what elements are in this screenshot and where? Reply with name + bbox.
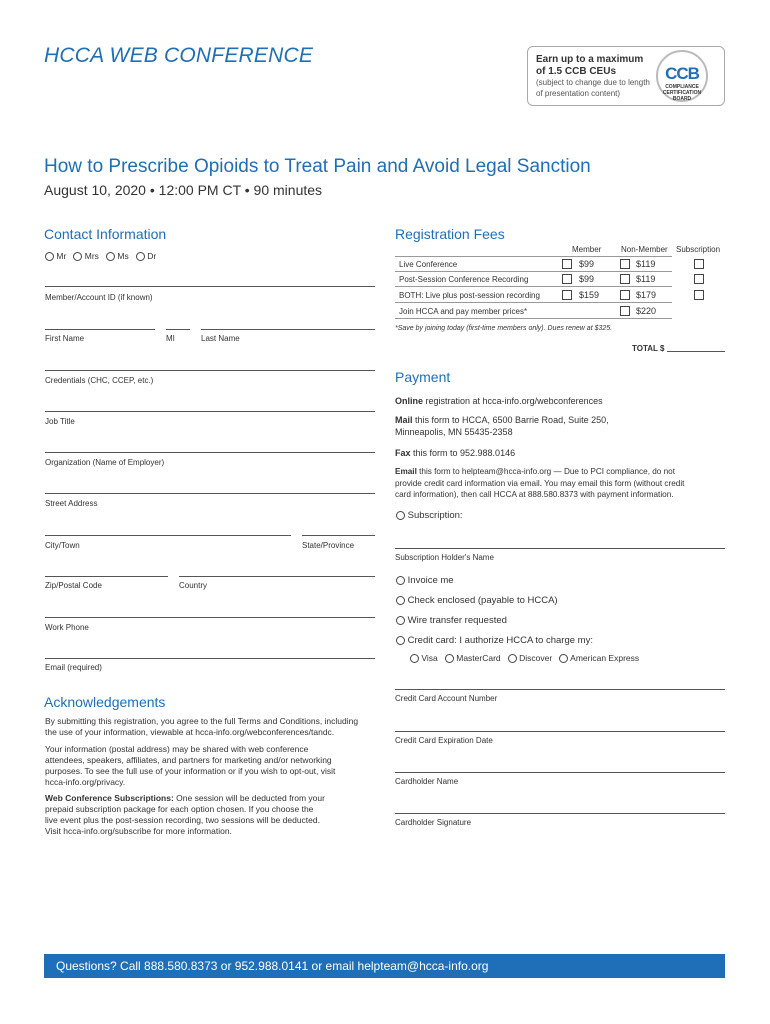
ack-subscription-line2: prepaid subscription package for each option chosen. If you choose the [45,804,314,814]
last-name-field[interactable] [201,329,375,330]
ack-terms-line1: By submitting this registration, you agree to the full Terms and Conditions, including [45,716,359,726]
fee-row-recording [395,272,672,287]
job-title-label: Job Title [45,417,75,426]
city-field[interactable] [45,535,291,536]
ack-heading: Acknowledgements [44,694,166,710]
payment-mail [395,414,609,438]
footer-text: Questions? Call 888.580.8373 or 952.988.0141 or email helpteam@hcca-info.org [56,959,489,973]
option-check[interactable] [396,595,558,606]
work-phone-field[interactable] [45,617,375,618]
email-field[interactable] [45,658,375,659]
footer-bar [44,954,725,978]
payment-fax-text: this form to 952.988.0146 [410,448,516,458]
option-subscription[interactable] [396,510,463,521]
option-invoice[interactable] [396,575,454,586]
ccb-text-line2: of 1.5 CCB CEUs [536,66,617,77]
payment-email-text3: card information), then call HCCA at 888.580.8373 with payment information. [395,490,674,499]
radio-amex[interactable] [559,654,568,663]
fee-row-both [395,288,672,303]
fee-row-label: Post-Session Conference Recording [399,275,529,284]
mi-label: MI [166,334,175,343]
street-field[interactable] [45,493,375,494]
checkbox-both-member[interactable] [562,290,572,300]
fee-row-label: BOTH: Live plus post-session recording [399,291,540,300]
option-check-label: Check enclosed (payable to HCCA) [407,595,558,606]
payment-mail-bold: Mail [395,415,413,425]
payment-mail-text2: Minneapolis, MN 55435-2358 [395,427,513,437]
radio-ms[interactable] [106,252,115,261]
price-join-nonmember: $220 [636,306,657,316]
payment-mail-text: this form to HCCA, 6500 Barrie Road, Suite 250, [412,415,609,425]
radio-dr[interactable] [136,252,145,261]
email-label: Email (required) [45,663,102,672]
checkbox-recording-nonmember[interactable] [620,274,630,284]
member-id-label: Member/Account ID (if known) [45,293,153,302]
radio-subscription[interactable] [396,511,405,520]
price-live-member: $99 [579,259,595,269]
checkbox-live-nonmember[interactable] [620,259,630,269]
event-title: How to Prescribe Opioids to Treat Pain and Avoid Legal Sanction [44,156,591,177]
cc-exp-label: Credit Card Expiration Date [395,736,493,745]
label-discover: Discover [519,653,553,663]
payment-heading: Payment [395,369,451,385]
organization-label: Organization (Name of Employer) [45,458,165,467]
checkbox-recording-subscription[interactable] [694,274,704,284]
ack-terms-line2: the use of your information, viewable at hcca-info.org/webconferences/tandc. [45,727,335,737]
state-field[interactable] [302,535,375,536]
contact-heading: Contact Information [44,226,167,242]
option-wire[interactable] [396,615,507,626]
radio-wire[interactable] [396,616,405,625]
signature-field[interactable] [395,813,725,814]
radio-visa[interactable] [410,654,419,663]
last-name-label: Last Name [201,334,240,343]
signature-label: Cardholder Signature [395,818,472,827]
country-field[interactable] [179,576,375,577]
job-title-field[interactable] [45,411,375,412]
ccb-text-line1: Earn up to a maximum [536,54,644,65]
zip-label: Zip/Postal Code [45,581,102,590]
state-label: State/Province [302,541,355,550]
col-nonmember-header: Non-Member [621,245,668,254]
fee-row-join [395,304,672,319]
total-label: TOTAL $ [632,344,665,353]
checkbox-recording-member[interactable] [562,274,572,284]
option-subscription-label: Subscription: [407,510,463,521]
form-header-title: HCCA WEB CONFERENCE [44,44,314,67]
street-label: Street Address [45,499,98,508]
ack-subscription-line4: Visit hcca-info.org/subscribe for more information. [45,826,232,836]
payment-fax-bold: Fax [395,448,411,458]
payment-email-text: this form to helpteam@hcca-info.org — Due to PCI compliance, do not [416,467,676,476]
ccb-text-line3: (subject to change due to length [536,78,650,87]
col-subscription-header: Subscription [676,245,721,254]
option-credit-label: Credit card: I authorize HCCA to charge my: [407,635,593,646]
label-amex: American Express [570,653,640,663]
option-wire-label: Wire transfer requested [407,615,507,626]
salutation-options [45,251,156,261]
fee-row-live [395,257,672,272]
option-invoice-label: Invoice me [407,575,454,586]
ack-privacy-line3: purposes. To see the full use of your information or if you wish to opt-out, visit [45,766,336,776]
ack-privacy-line4: hcca-info.org/privacy. [45,777,126,787]
cardholder-name-field[interactable] [395,772,725,773]
total-field[interactable] [667,351,725,352]
cc-number-field[interactable] [395,689,725,690]
ccb-logo-text: CCB [665,64,699,83]
payment-email [395,466,684,501]
price-recording-nonmember: $119 [636,274,656,284]
ack-privacy-text [45,744,335,788]
fee-row-label: Live Conference [399,260,458,269]
label-ms: Ms [117,251,129,261]
option-credit[interactable] [396,635,593,646]
payment-online [395,395,603,407]
first-name-field[interactable] [45,329,155,330]
payment-online-text: registration at hcca-info.org/webconferences [423,396,603,406]
zip-field[interactable] [45,576,168,577]
checkbox-live-subscription[interactable] [694,259,704,269]
credentials-field[interactable] [45,370,375,371]
radio-check[interactable] [396,596,405,605]
card-type-options [410,653,639,663]
ack-subscription-bold: Web Conference Subscriptions: [45,793,174,803]
ccb-logo-subtext: COMPLIANCE CERTIFICATION BOARD [662,84,702,102]
event-date: August 10, 2020 • 12:00 PM CT • 90 minutes [44,182,323,198]
radio-invoice[interactable] [396,576,405,585]
checkbox-join-nonmember[interactable] [620,306,630,316]
radio-mr[interactable] [45,252,54,261]
price-both-nonmember: $179 [636,290,657,300]
work-phone-label: Work Phone [45,623,89,632]
ccb-credit-box [527,46,725,106]
payment-online-bold: Online [395,396,424,406]
checkbox-both-nonmember[interactable] [620,290,630,300]
mi-field[interactable] [166,329,190,330]
member-id-field[interactable] [45,286,375,287]
country-label: Country [179,581,208,590]
ack-privacy-line1: Your information (postal address) may be shared with web conference [45,744,309,754]
checkbox-live-member[interactable] [562,259,572,269]
subscription-holder-field[interactable] [395,548,725,549]
col-member-header: Member [572,245,602,254]
radio-mrs[interactable] [73,252,82,261]
label-visa: Visa [421,653,438,663]
cardholder-name-label: Cardholder Name [395,777,459,786]
label-mr: Mr [56,251,67,261]
payment-fax [395,447,515,459]
label-mastercard: MasterCard [456,653,501,663]
radio-credit[interactable] [396,636,405,645]
ack-subscription-text [45,793,325,837]
radio-mastercard[interactable] [445,654,454,663]
checkbox-both-subscription[interactable] [694,290,704,300]
cc-exp-field[interactable] [395,731,725,732]
ccb-logo [656,50,708,102]
ack-privacy-line2: attendees, speakers, affiliates, and partners for marketing and/or networking [45,755,332,765]
ack-subscription-line1: One session will be deducted from your [173,793,325,803]
city-label: City/Town [45,541,80,550]
price-both-member: $159 [579,290,600,300]
organization-field[interactable] [45,452,375,453]
label-mrs: Mrs [84,251,99,261]
radio-discover[interactable] [508,654,517,663]
label-dr: Dr [147,251,157,261]
price-live-nonmember: $119 [636,259,656,269]
payment-email-text2: provide credit card information via email. You may email this form (without credit [395,478,685,488]
ack-terms-text [45,716,358,738]
fees-heading: Registration Fees [395,226,505,242]
cc-number-label: Credit Card Account Number [395,694,498,703]
payment-email-bold: Email [395,467,417,476]
price-recording-member: $99 [579,274,595,284]
subscription-holder-label: Subscription Holder's Name [395,553,494,562]
first-name-label: First Name [45,334,85,343]
ccb-text-line4: of presentation content) [536,89,621,98]
credentials-label: Credentials (CHC, CCEP, etc.) [45,376,154,385]
fees-note: *Save by joining today (first-time members only). Dues renew at $325. [395,325,613,332]
ack-subscription-line3: live event plus the post-session recording, two sessions will be deducted. [45,815,320,825]
fee-row-label: Join HCCA and pay member prices* [399,307,528,316]
